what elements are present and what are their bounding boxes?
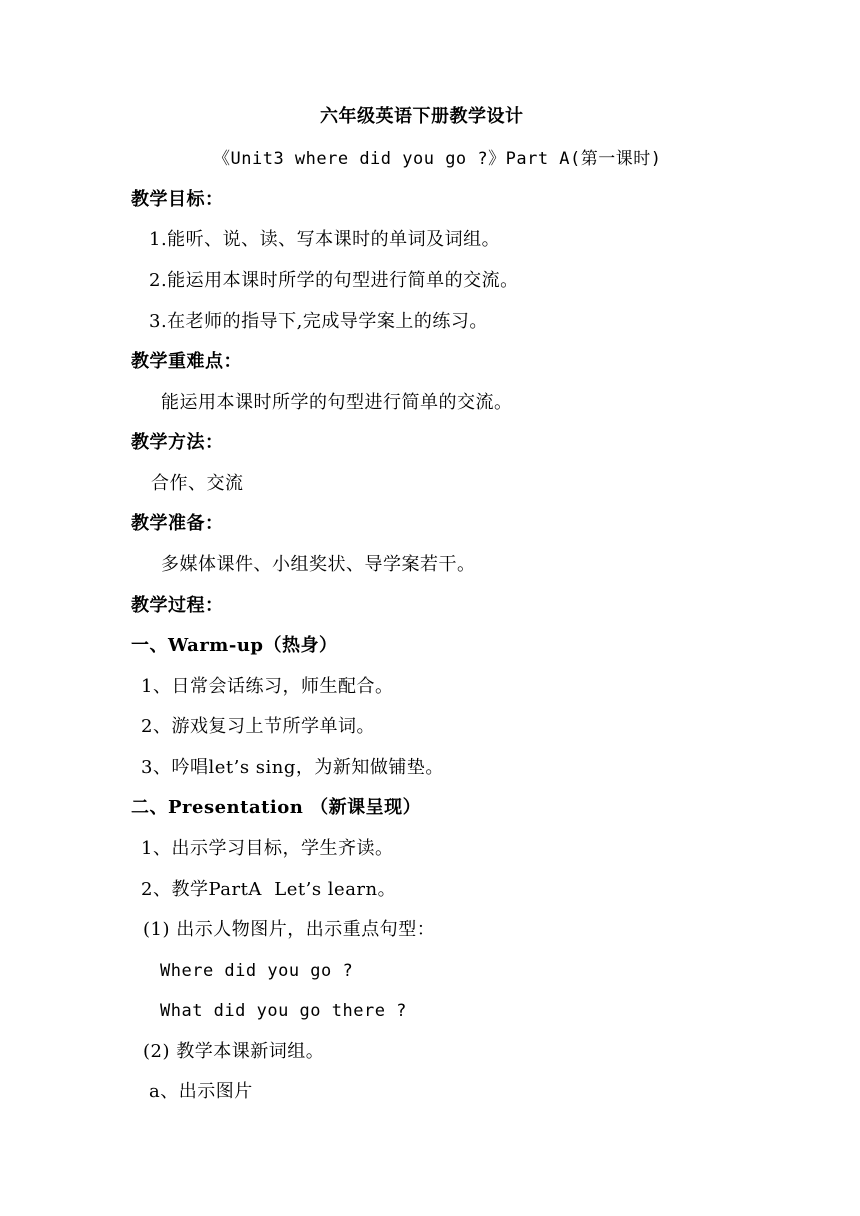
presentation-subitem: (2) 教学本课新词组。 xyxy=(143,1041,325,1062)
key-points-heading: 教学重难点： xyxy=(131,351,242,372)
key-sentence: Where did you go ? xyxy=(160,961,354,981)
preparation-text: 多媒体课件、小组奖状、导学案若干。 xyxy=(161,554,476,575)
presentation-subitem: a、出示图片 xyxy=(149,1081,253,1102)
presentation-item: 2、教学PartA Let’s learn。 xyxy=(141,879,397,900)
warmup-heading: 一、Warm-up（热身） xyxy=(131,635,338,656)
document-subtitle: 《Unit3 where did you go ?》Part A(第一课时) xyxy=(213,149,662,169)
methods-heading: 教学方法： xyxy=(131,432,224,453)
preparation-heading: 教学准备： xyxy=(131,513,224,534)
objective-item: 1.能听、说、读、写本课时的单词及词组。 xyxy=(149,229,501,250)
presentation-subitem: (1) 出示人物图片，出示重点句型： xyxy=(143,919,436,940)
warmup-item: 3、吟唱let’s sing，为新知做铺垫。 xyxy=(141,757,444,778)
warmup-item: 1、日常会话练习，师生配合。 xyxy=(141,676,394,697)
presentation-heading: 二、Presentation （新课呈现） xyxy=(131,797,422,818)
presentation-item: 1、出示学习目标，学生齐读。 xyxy=(141,838,394,859)
objective-item: 3.在老师的指导下,完成导学案上的练习。 xyxy=(149,311,488,332)
process-heading: 教学过程： xyxy=(131,595,224,616)
warmup-item: 2、游戏复习上节所学单词。 xyxy=(141,716,375,737)
key-points-text: 能运用本课时所学的句型进行简单的交流。 xyxy=(161,392,513,413)
document-title: 六年级英语下册教学设计 xyxy=(320,106,524,127)
methods-text: 合作、交流 xyxy=(151,473,244,494)
objectives-heading: 教学目标： xyxy=(131,189,224,210)
key-sentence: What did you go there ? xyxy=(160,1001,407,1021)
objective-item: 2.能运用本课时所学的句型进行简单的交流。 xyxy=(149,270,519,291)
